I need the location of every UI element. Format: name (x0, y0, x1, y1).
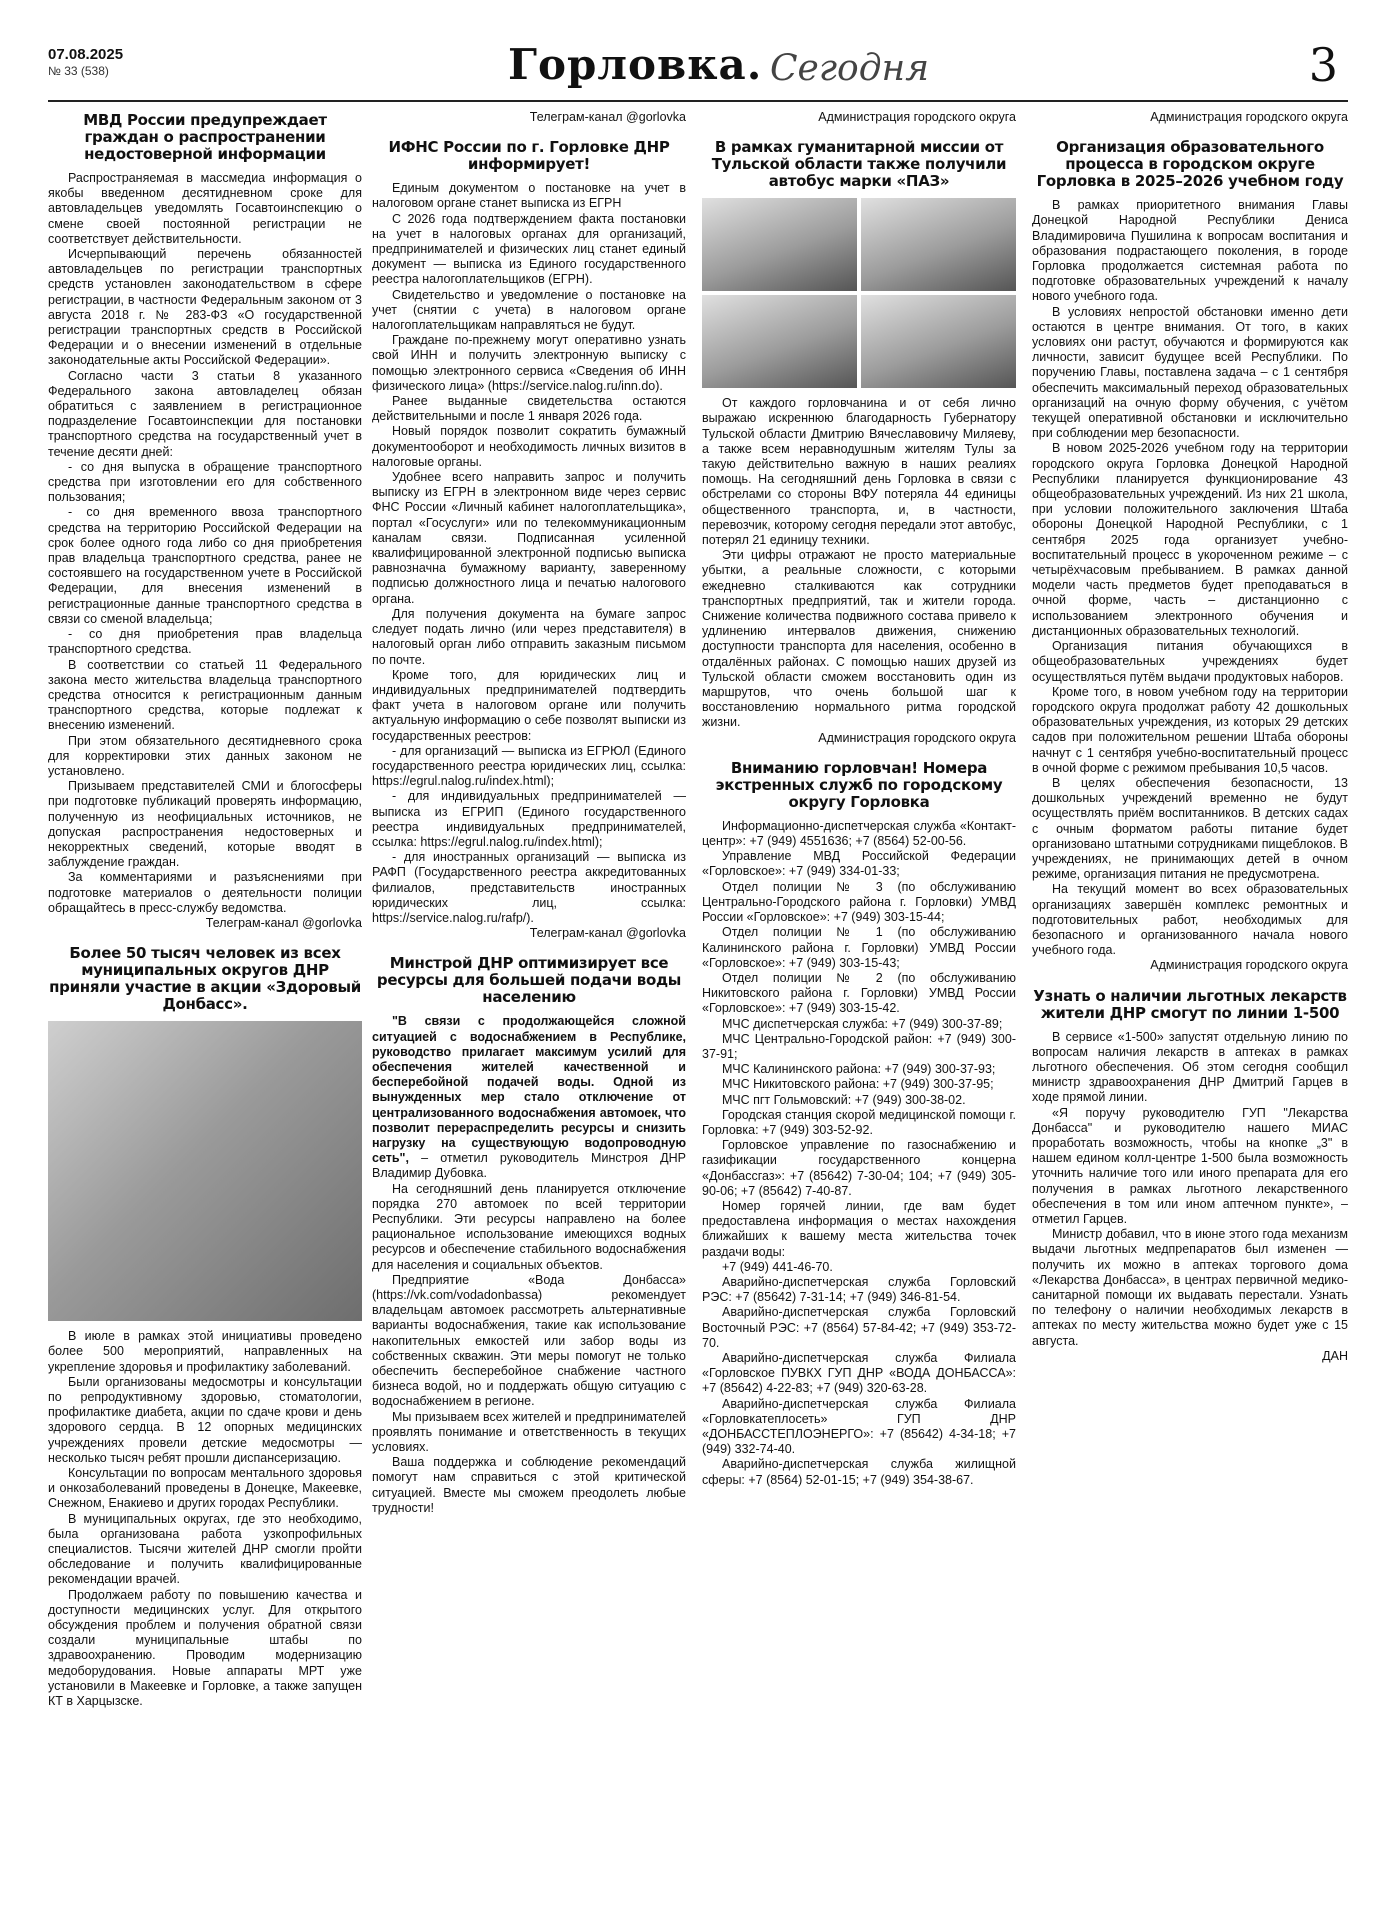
paragraph: Кроме того, в новом учебном году на территории городского округа продолжат работу 42 дошкольных образовательных учреждения, из которых 29 детских садов при положительном решении Штаба обороны начнут с 1 сентября учебно-воспитательный процесс в очной форме с режимом пребывания 10,5 часов. (1032, 684, 1348, 775)
article-signature: Администрация городского округа (1150, 110, 1348, 124)
paragraph: С 2026 года подтверждением факта постановки на учет в налоговых органах для организаций, предпринимателей и физических лиц станет единый документ — выписка из Единого государственного реестра налогоплательщиков (ЕГРН). (372, 211, 686, 287)
article-body (372, 1182, 686, 1516)
article-ifns (372, 139, 686, 941)
column-2 (372, 110, 686, 1900)
article-title: Минстрой ДНР оптимизирует все ресурсы для большей подачи воды населению (376, 954, 682, 1007)
article-signature: Телеграм-канал @gorlovka (529, 110, 686, 124)
article-signature: Администрация городского округа (1150, 958, 1348, 973)
paragraph: - для индивидуальных предпринимателей — выписка из ЕГРИП (Единого государственного реестра индивидуальных предпринимателей, ссылка: https://egrul.nalog.ru/index.html); (372, 789, 686, 849)
issue-date: 07.08.2025 (48, 46, 124, 63)
paragraph: Исчерпывающий перечень обязанностей автовладельцев по регистрации транспортных средств установлен законодательством в сфере регистрации, в частности Федеральным законом от 3 августа 2018 г. № 283-ФЗ «О государственной регистрации транспортных средств в Российской Федерации и о внесении изменений в отдельные законодательные акты Российской Федерации». (48, 247, 362, 368)
article-body (1032, 1030, 1348, 1349)
paragraph: Аварийно-диспетчерская служба Филиала «Горловское ПУВКХ ГУП ДНР «ВОДА ДОНБАССА»: +7 (85642) 4-22-83; +7 (949) 320-63-28. (702, 1350, 1016, 1396)
column-3 (702, 110, 1016, 1900)
paragraph: При этом обязательного десятидневного срока для корректировки этих данных законом не установлено. (48, 733, 362, 778)
paragraph: +7 (949) 441-46-70. (722, 1259, 833, 1274)
article-body (372, 181, 686, 926)
paragraph: На сегодняшний день планируется отключение порядка 270 автомоек по всей территории Республики. Эти ресурсы направлено на более рациональное использование имеющихся водных ресурсов и обеспечение стабильного водоснабжения для населения и социальных объектов. (372, 1181, 686, 1272)
lead-quote: "В связи с продолжающейся сложной ситуацией с водоснабжением в Республике, руководство прилагает максимум усилий для обеспечения жителей качественной и бесперебойной подачей воды. Одной из вынужденных мер стало отключение от централизованного водоснабжения автомоек, что позволит перераспределить ресурсы и снизить нагрузку на существующую водопроводную сеть", (372, 1014, 686, 1166)
paragraph: В сервисе «1-500» запустят отдельную линию по вопросам наличия лекарств в аптеках в рамках льготного обеспечения. Об этом сегодня сообщил министр здравоохранения ДНР Дмитрий Гарцев в ходе прямой линии. (1032, 1029, 1348, 1105)
article-health (48, 945, 362, 1709)
paragraph: Кроме того, для юридических лиц и индивидуальных предпринимателей подтвердить факт учета в налоговом органе или получить актуальную информацию о себе позволят выписки из государственных реестров: (372, 667, 686, 743)
article-signature: Телеграм-канал @gorlovka (205, 915, 362, 930)
paragraph: Министр добавил, что в июне этого года механизм выдачи льготных медпрепаратов был изменен — получить их можно в аптеках торгового дома «Лекарства Донбасса», в центрах первичной медико-санитарной помощи их выдавать перестали. Узнать по телефону о наличии необходимых лекарств в аптеках по месту жительства можно будет уже с 15 августа. (1032, 1227, 1348, 1348)
paragraph: Согласно части 3 статьи 8 указанного Федерального закона автовладелец обязан обратиться с заявлением в регистрационное подразделение Госавтоинспекции для постановки транспортного средства на государственный учет в течение десяти дней: (48, 368, 362, 459)
paragraph: Ранее выданные свидетельства остаются действительными и после 1 января 2026 года. (372, 394, 686, 424)
paragraph: МЧС Никитовского района: +7 (949) 300-37-95; (722, 1077, 994, 1092)
article-signature: Администрация городского округа (818, 110, 1016, 124)
paragraph: Были организованы медосмотры и консультации по репродуктивному здоровью, стоматологии, профилактике диабета, акции по сдаче крови и день здорового сердца. В 12 опорных медицинских учреждениях провели детские медосмотры — несколько тысяч ребят прошли диспансеризацию. (48, 1374, 362, 1465)
header-rule (48, 100, 1348, 102)
article-signature: Телеграм-канал @gorlovka (529, 926, 686, 941)
lead-attribution: – отметил руководитель Минстроя ДНР Владимир Дубовка. (372, 1151, 686, 1181)
paragraph: Аварийно-диспетчерская служба Горловский Восточный РЭС: +7 (8564) 57-84-42; +7 (949) 353-72-70. (702, 1305, 1016, 1350)
bus-photo (861, 198, 1016, 291)
article-body (48, 1329, 362, 1709)
paragraph: МЧС пгт Гольмовский: +7 (949) 300-38-02. (722, 1092, 966, 1107)
paragraph: МЧС Калининского района: +7 (949) 300-37-93; (722, 1062, 996, 1077)
paragraph: В целях обеспечения безопасности, 13 дошкольных учреждений временно не будут осуществлять приём воспитанников. В детских садах с очным форматом работы питание будет организовано штатными сотрудниками пищеблоков. В учреждениях, не принимающих детей в очном режиме, организация питания не предусмотрена. (1032, 775, 1348, 882)
paragraph: Призываем представителей СМИ и блогосферы при подготовке публикаций проверять информацию, полученную из неофициальных источников, не допуская распространения недостоверных и некорректных сведений, которые вводят в заблуждение граждан. (48, 779, 362, 870)
paragraph: Граждане по-прежнему могут оперативно узнать свой ИНН и получить электронную выписку с помощью электронного сервиса «Сведения об ИНН физического лица» (https://service.nalog.ru/inn.do). (372, 333, 686, 393)
paragraph: - для иностранных организаций — выписка из РАФП (Государственного реестра аккредитованных филиалов, представительств иностранных юридических лиц, ссылка: https://service.nalog.ru/rafp/). (372, 850, 686, 925)
paragraph: Новый порядок позволит сократить бумажный документооборот и необходимость личных визитов в налоговые органы. (372, 424, 686, 469)
paragraph: Продолжаем работу по повышению качества и доступности медицинских услуг. Для открытого обсуждения проблем и получения обратной связи создали муниципальные штабы по здравоохранению. Проводим модернизацию медоборудования. Новые аппараты МРТ уже установили в Макеевке и Горловке, а также запущен КТ в Харцызске. (48, 1587, 362, 1709)
article-title: В рамках гуманитарной миссии от Тульской области также получили автобус марки «ПАЗ» (711, 138, 1007, 191)
paragraph: Ваша поддержка и соблюдение рекомендаций помогут нам справиться с этой критической ситуацией. Вместе мы сможем преодолеть любые трудности! (372, 1455, 686, 1515)
paragraph: МЧС диспетчерская служба: +7 (949) 300-37-89; (722, 1016, 1003, 1031)
paragraph: В соответствии со статьей 11 Федерального закона место жительства владельца транспортного средства относится к регистрационным данным транспортного средства, которые подлежат к внесению изменений. (48, 657, 362, 733)
paragraph: Эти цифры отражают не просто материальные убытки, а реальные сложности, с которыми ежедневно сталкиваются как сотрудники транспортных предприятий, так и жители города. Снижение количества подвижного состава привело к удлинению интервалов движения, снижению доступности транспорта для населения, особенно в отдалённых районах. С помощью наших друзей из Тульской области сможем восстановить один из маршрутов, что очень большой шаг к восстановлению нормального ритма городской жизни. (702, 548, 1016, 730)
paragraph: «Я поручу руководителю ГУП "Лекарства Донбасса" и руководителю нашего МИАС проработать возможность, чтобы на кнопке „3" в нашем едином колл-центре 1-500 была возможность уточнить наличие того или иного препарата для его получения в рамках льготного лекарственного обеспечения в том или ином аптечном пункте», – отметил Гарцев. (1032, 1105, 1348, 1226)
article-education (1032, 139, 1348, 973)
paragraph: Аварийно-диспетчерская служба жилищной сферы: +7 (8564) 52-01-15; +7 (949) 354-38-67. (702, 1457, 1016, 1487)
paragraph: Свидетельство и уведомление о постановке на учет (снятии с учета) в налоговом органе налогоплательщикам направляться не будут. (372, 287, 686, 333)
paragraph: Организация питания обучающихся в общеобразовательных учреждениях будет осуществляться путём выдачи продуктовых наборов. (1032, 639, 1348, 684)
paragraph: Распространяемая в массмедиа информация о якобы введенном десятидневном сроке для автовладельцев уведомлять Госавтоинспекцию о смене своей постоянной регистрации не соответствует действительности. (48, 171, 362, 246)
article-title: Узнать о наличии льготных лекарств жители ДНР смогут по линии 1-500 (1033, 986, 1347, 1022)
paragraph: Удобнее всего направить запрос и получить выписку из ЕГРН в электронном виде через сервис ФНС России «Личный кабинет налогоплательщика», портал «Госуслуги» или по телекоммуникационным каналам связи. Подписанная усиленной квалифицированной электронной подписью выписка равнозначна бумажному варианту, заверенному подписью должностного лица и печатью налогового органа. (372, 470, 686, 606)
column-4 (1032, 110, 1348, 1900)
article-mvd (48, 112, 362, 931)
paragraph: Для получения документа на бумаге запрос следует подать лично (или через представителя) в налоговый орган либо отправить заказным письмом по почте. (372, 606, 686, 667)
paragraph: Предприятие «Вода Донбасса» (https://vk.com/vodadonbassa) рекомендует владельцам автомоек рассмотреть альтернативные варианты водоснабжения, такие как использование накопительных емкостей или забор воды из собственных скважин. Эти меры помогут не только обеспечить бесперебойное снабжение частного бизнеса водой, но и поддержать общую ситуацию с водоснабжением в регионе. (372, 1272, 686, 1409)
article-title: ИФНС России по г. Горловке ДНР информирует! (388, 138, 670, 174)
article-emergency (702, 760, 1016, 1488)
article-body (1032, 198, 1348, 958)
paragraph: В условиях непростой обстановки именно дети остаются в центре внимания. От того, в каких условиях они растут, обучаются и формируются как личности, зависит будущее всей Республики. По поручению Главы, поставлена задача – с 1 сентября обеспечить максимальный переход образовательных организаций на очную форму обучения, с учётом текущей оперативной обстановки и исключительно при соблюдении мер безопасности. (1032, 304, 1348, 441)
article-signature: Администрация городского округа (818, 730, 1016, 745)
article-body (702, 396, 1016, 730)
bus-photo (702, 198, 857, 291)
column-1 (48, 110, 362, 1900)
paragraph: От каждого горловчанина и от себя лично выражаю искреннюю благодарность Губернатору Тульской области Дмитрию Вячеславовичу Миляеву, а также всем неравнодушным жителям Тулы за такую действительно важную в наших реалиях помощь. На сегодняшний день Горловка в связи с обстрелами со стороны ВФУ потеряла 44 единицы общественного транспорта, и, в частности, перевозчик, которому сегодня передали этот автобус, потерял 21 единицу техники. (702, 396, 1016, 548)
paragraph: Городская станция скорой медицинской помощи г. Горловка: +7 (949) 303-52-92. (702, 1107, 1016, 1137)
article-minstroy (372, 955, 686, 1516)
article-body (48, 171, 362, 916)
masthead-title: Горловка. (508, 40, 763, 89)
paragraph: В новом 2025-2026 учебном году на территории городского округа Горловка Донецкой Народной Республики планируется функционирование 43 общеобразовательных учреждений. Из них 21 школа, при условии положительного заключения Штаба обороны Донецкой Народной Республики, с 1 сентября 2025 года организует учебно-воспитательный процесс в укороченном режиме – с четырёхчасовым пребыванием. В рамках данной модели часть предметов будет преподаваться в очной форме, часть – дистанционно с использованием электронного обучения и дистанционных образовательных технологий. (1032, 441, 1348, 638)
paragraph: Отдел полиции № 2 (по обслуживанию Никитовского района г. Горловки) УМВД России «Горловское»: +7 (949) 303-15-42. (702, 970, 1016, 1016)
page-header (48, 40, 1348, 98)
paragraph: - со дня приобретения прав владельца транспортного средства. (48, 627, 362, 657)
paragraph: Единым документом о постановке на учет в налоговом органе станет выписка из ЕГРН (372, 181, 686, 211)
paragraph: Отдел полиции № 3 (по обслуживанию Центрально-Городского района г. Горловки) УМВД России «Горловское»: +7 (949) 303-15-44; (702, 879, 1016, 925)
bus-photos (702, 198, 1016, 388)
paragraph: Аварийно-диспетчерская служба Филиала «Горловкатеплосеть» ГУП ДНР «ДОНБАССТЕПЛОЭНЕРГО»: +7 (85642) 4-34-18; +7 (949) 332-74-40. (702, 1396, 1016, 1457)
article-title: Более 50 тысяч человек из всех муниципальных округов ДНР приняли участие в акции «Здоровый Донбасс». (49, 944, 361, 1014)
dental-photo (48, 1021, 362, 1321)
article-title: Вниманию горловчан! Номера экстренных служб по городскому округу Горловка (715, 758, 1003, 811)
paragraph: Управление МВД Российской Федерации «Горловское»: +7 (949) 334-01-33; (702, 849, 1016, 879)
article-lead (372, 1014, 686, 1181)
issue-number: № 33 (538) (48, 64, 109, 78)
paragraph: Аварийно-диспетчерская служба Горловский РЭС: +7 (85642) 7-31-14; +7 (949) 346-81-54. (702, 1274, 1016, 1305)
paragraph: Горловское управление по газоснабжению и газификации государственного концерна «Донбассгаз»: +7 (85642) 7-30-04; 104; +7 (949) 305-90-06; +7 (85642) 7-40-87. (702, 1138, 1016, 1198)
paragraph: За комментариями и разъяснениями при подготовке материалов о деятельности полиции обращайтесь в пресс-службу ведомства. (48, 870, 362, 915)
article-bus (702, 139, 1016, 746)
paragraph: В муниципальных округах, где это необходимо, была организована работа узкопрофильных специалистов. Тысячи жителей ДНР смогли пройти обследование и получить квалифицированные рекомендации врачей. (48, 1511, 362, 1587)
paragraph: Мы призываем всех жителей и предпринимателей проявлять понимание и ответственность в текущих условиях. (372, 1409, 686, 1455)
masthead-subtitle: Сегодня (770, 48, 930, 89)
article-signature: ДАН (1322, 1348, 1348, 1363)
paragraph: МЧС Центрально-Городской район: +7 (949) 300-37-91; (702, 1031, 1016, 1061)
paragraph: - со дня выпуска в обращение транспортного средства при изготовлении его для собственного пользования; (48, 459, 362, 505)
article-medicine (1032, 988, 1348, 1364)
paragraph: Отдел полиции № 1 (по обслуживанию Калининского района г. Горловки) УМВД России «Горловское»: +7 (949) 303-15-43; (702, 925, 1016, 970)
paragraph: - для организаций — выписка из ЕГРЮЛ (Единого государственного реестра юридических лиц, ссылка: https://egrul.nalog.ru/index.html); (372, 743, 686, 789)
paragraph: В рамках приоритетного внимания Главы Донецкой Народной Республики Дениса Владимировича Пушилина к вопросам воспитания и образования подрастающего поколения, в городе Горловка продолжается системная работа по подготовке образовательных учреждений к началу нового учебного года. (1032, 198, 1348, 304)
paragraph: На текущий момент во всех образовательных организациях завершён комплекс ремонтных и подготовительных работ, необходимых для безопасного и организованного начала нового учебного года. (1032, 882, 1348, 958)
article-body (702, 819, 1016, 1488)
article-title: Организация образовательного процесса в городском округе Горловка в 2025–2026 учебном году (1036, 138, 1344, 191)
article-title: МВД России предупреждает граждан о распространении недостоверной информации (83, 111, 327, 163)
paragraph: Консультации по вопросам ментального здоровья и онкозаболеваний проведены в Донецке, Макеевке, Снежном, Енакиево и других городах Республики. (48, 1465, 362, 1511)
paragraph: Номер горячей линии, где вам будет предоставлена информация о местах нахождения ближайших к вашему места жительства точек раздачи воды: (702, 1198, 1016, 1259)
bus-photo (861, 295, 1016, 388)
bus-photo (702, 295, 857, 388)
page-number: 3 (1308, 38, 1338, 92)
paragraph: В июле в рамках этой инициативы проведено более 500 мероприятий, направленных на укрепление здоровья и профилактику заболеваний. (48, 1329, 362, 1374)
paragraph: Информационно-диспетчерская служба «Контакт-центр»: +7 (949) 4551636; +7 (8564) 52-00-56. (702, 818, 1016, 849)
paragraph: - со дня временного ввоза транспортного средства на территорию Российской Федерации на срок более одного года либо со дня приобретения прав владельца транспортного средства, ранее не состоявшего на государственном учете в Российской Федерации, для внесения изменений в регистрационные данные транспортного средства в связи со сменой владельца; (48, 505, 362, 626)
